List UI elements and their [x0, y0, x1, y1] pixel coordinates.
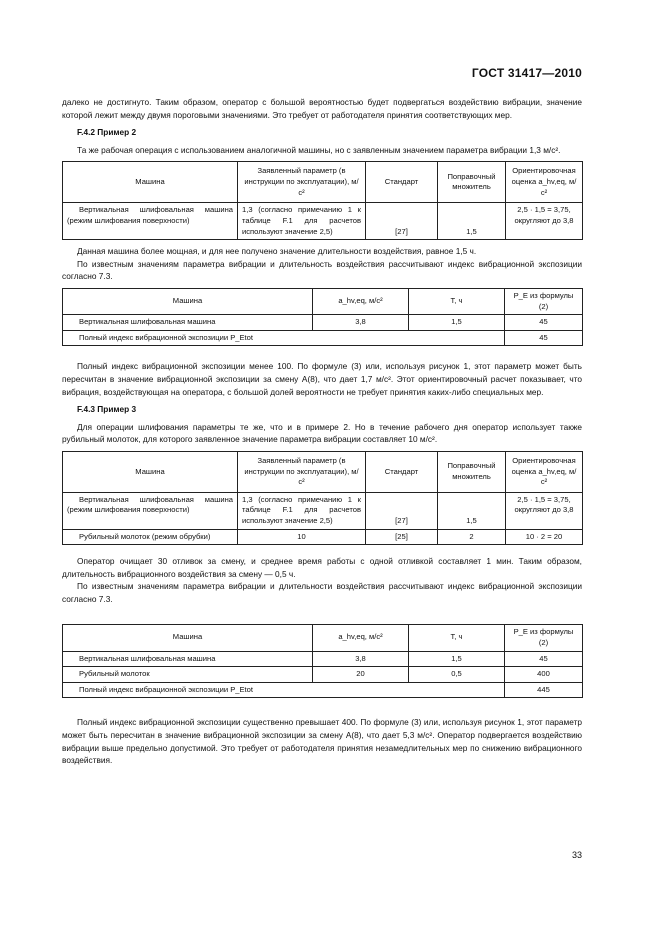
doc-code-header: ГОСТ 31417—2010 — [471, 66, 582, 80]
example-3-exposure-table — [62, 624, 583, 699]
table-total-row: Полный индекс вибрационной экспозиции P_Etot 445 — [63, 682, 583, 698]
table-header-row: Машина Заявленный параметр (в инструкции по эксплуатации), м/с² Стандарт Поправочный множитель Ориентировочная оценка a_hv,eq, м/с² — [63, 451, 583, 492]
table-row: Вертикальная шлифовальная машина 3,8 1,5 45 — [63, 315, 583, 331]
example-3-paragraph-1: Для операции шлифования параметры те же, что и в примере 2. Но в течение рабочего дня оператор использует также рубильный молоток, для которого заявленное значение параметра вибрации составляет 10 м/с². — [62, 421, 582, 445]
document-body — [62, 96, 582, 767]
example-2-heading: F.4.2 Пример 2 — [77, 127, 137, 138]
example-2-paragraph-4: Полный индекс вибрационной экспозиции менее 100. По формуле (3) или, используя рисунок 1, этот параметр может быть пересчитан в значение вибрационной экспозиции за смену A(8), что дает 1,7 м/с². Этот ориентировочный расчет показывает, что вибрация, воздействующая на оператора, с большой долей вероятности не требует принятия каких-либо специальных мер. — [62, 361, 582, 397]
example-2-exposure-table — [62, 288, 583, 346]
example-3-paragraph-2: Оператор очищает 30 отливок за смену, и среднее время работы с одной отливкой составляет 1 мин. Таким образом, длительность вибрационного воздействия за смену — 0,5 ч. — [62, 556, 582, 579]
table-row: Вертикальная шлифовальная машина 3,8 1,5 45 — [63, 651, 583, 667]
example-2-declared-table — [62, 161, 583, 240]
table-header-row — [63, 162, 583, 203]
intro-paragraph: далеко не достигнуто. Таким образом, оператор с большой вероятностью будет подвергаться воздействию вибрации, значение которой лежит между двумя пороговыми значениями. Это требует от работодателя принятия соответствующих мер. — [62, 97, 582, 120]
th-declared: Заявленный параметр (в инструкции по эксплуатации), м/с² — [238, 162, 366, 203]
table-total-row: Полный индекс вибрационной экспозиции P_Etot 45 — [63, 330, 583, 346]
example-3-heading: F.4.3 Пример 3 — [77, 404, 137, 415]
th-standard: Стандарт — [366, 162, 438, 203]
table-header-row: Машина a_hv,eq, м/с² T, ч P_E из формулы (2) — [63, 288, 583, 314]
example-3-paragraph-4: Полный индекс вибрационной экспозиции существенно превышает 400. По формуле (3) или, используя рисунок 1, этот параметр может быть пересчитан в значение вибрационной экспозиции за смену A(8), что дает 5,3 м/с². Оператор подвергается воздействию вибрации выше предельно допустимой. Это требует от работодателя принятия незамедлительных мер по снижению вибрационного воздействия. — [62, 717, 582, 766]
example-2-paragraph-2: Данная машина более мощная, и для нее получено значение длительности воздействия, равное 1,5 ч. — [77, 246, 477, 257]
table-row: Вертикальная шлифовальная машина (режим шлифования поверхности) 1,3 (согласно примечанию 1 к таблице F.1 для расчетов используют значение 2,5) [27] 1,5 2,5 · 1,5 = 3,75, округляют до 3,8 — [63, 492, 583, 529]
table-header-row: Машина a_hv,eq, м/с² T, ч P_E из формулы (2) — [63, 624, 583, 651]
th-machine: Машина — [63, 162, 238, 203]
table-row: Рубильный молоток (режим обрубки) 10 [25] 2 10 · 2 = 20 — [63, 529, 583, 545]
example-2-paragraph-1: Та же рабочая операция с использованием аналогичной машины, но с заявленным значением параметра вибрации 1,3 м/с². — [77, 144, 561, 155]
page-number: 33 — [571, 850, 582, 860]
example-3-declared-table — [62, 451, 583, 545]
table-row: Рубильный молоток 20 0,5 400 — [63, 667, 583, 683]
example-2-paragraph-3: По известным значениям параметра вибрации и длительность воздействия рассчитывают индекс вибрационной экспозиции согласно 7.3. — [62, 258, 582, 282]
th-estimate: Ориентировочная оценка a_hv,eq, м/с² — [506, 162, 583, 203]
th-factor: Поправочный множитель — [438, 162, 506, 203]
example-3-paragraph-3: По известным значениям параметра вибрации и длительности воздействия рассчитывают индекс вибрационной экспозиции согласно 7.3. — [62, 581, 582, 605]
table-row: Вертикальная шлифовальная машина (режим шлифования поверхности) 1,3 (согласно примечанию 1 к таблице F.1 для расчетов используют значение 2,5) [27] 1,5 2,5 · 1,5 = 3,75, округляют до 3,8 — [63, 203, 583, 240]
